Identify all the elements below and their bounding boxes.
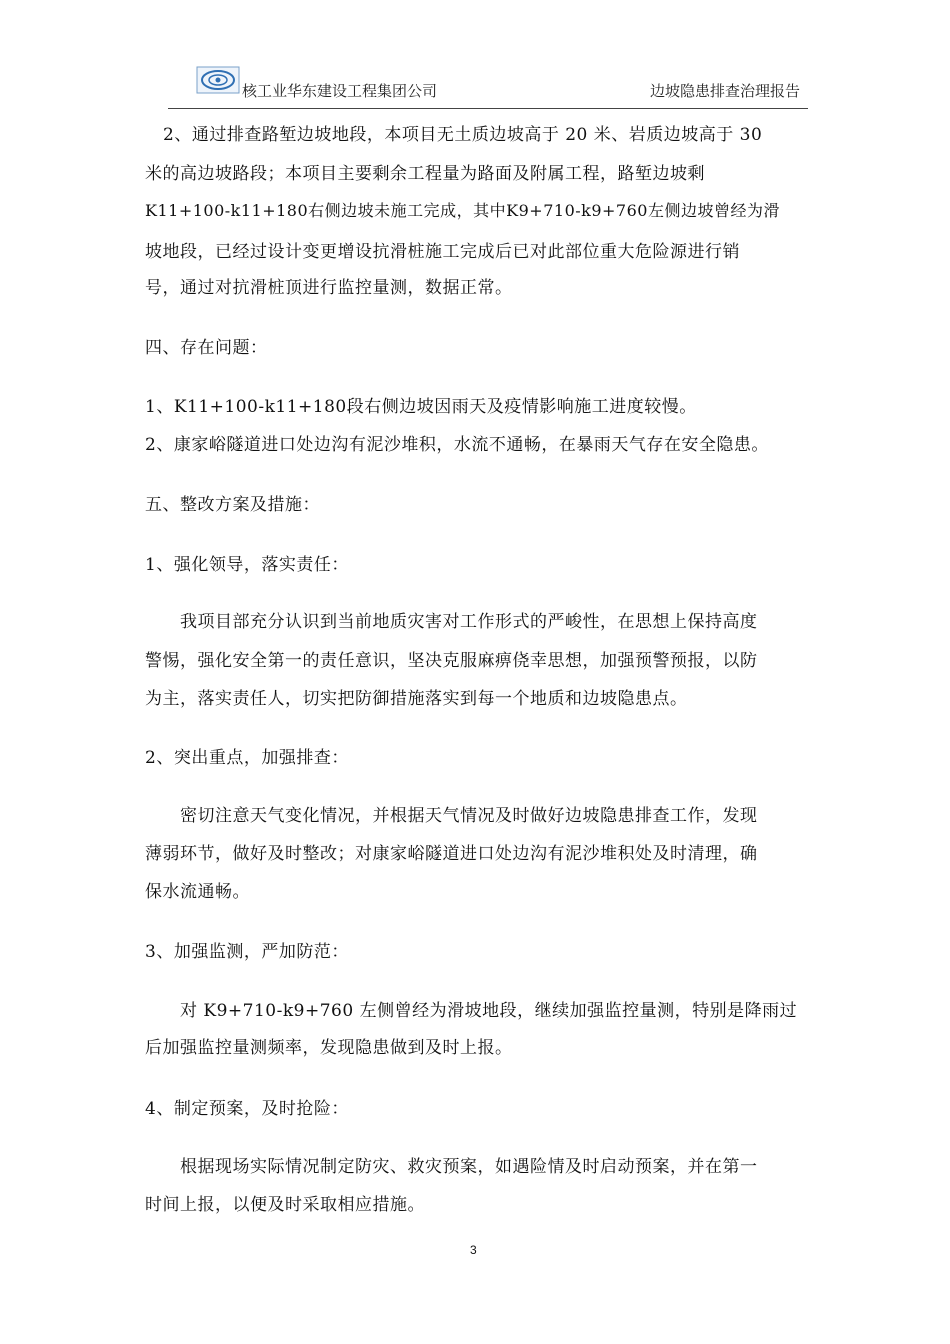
section-heading: 四、存在问题： [145,338,268,358]
paragraph-line: 时间上报，以便及时采取相应措施。 [145,1195,425,1215]
header-divider [168,108,808,109]
page-number: 3 [470,1243,477,1257]
paragraph-line: 我项目部充分认识到当前地质灾害对工作形式的严峻性，在思想上保持高度 [180,612,758,632]
section-heading: 五、整改方案及措施： [145,495,320,515]
report-title: 边坡隐患排查治理报告 [649,83,800,100]
paragraph-line: 保水流通畅。 [145,882,250,902]
paragraph-line: 坡地段，已经过设计变更增设抗滑桩施工完成后已对此部位重大危险源进行销 [145,242,740,262]
subsection-heading: 1、强化领导，落实责任： [145,555,349,575]
paragraph-line: 号，通过对抗滑桩顶进行监控量测，数据正常。 [145,278,513,298]
page-header [168,64,808,110]
paragraph-line: 薄弱环节，做好及时整改；对康家峪隧道进口处边沟有泥沙堆积处及时清理，确 [145,844,758,864]
company-name: 核工业华东建设工程集团公司 [242,83,438,100]
paragraph-line: K11+100-k11+180右侧边坡未施工完成，其中K9+710-k9+760左侧边坡曾经为滑 [145,201,780,220]
paragraph-line: 警惕，强化安全第一的责任意识，坚决克服麻痹侥幸思想，加强预警预报，以防 [145,651,758,671]
subsection-heading: 2、突出重点，加强排查： [145,748,349,768]
list-item: 2、康家峪隧道进口处边沟有泥沙堆积，水流不通畅，在暴雨天气存在安全隐患。 [145,435,769,455]
paragraph-line: 2、通过排查路堑边坡地段，本项目无土质边坡高于 20 米、岩质边坡高于 30 [163,125,763,145]
subsection-heading: 3、加强监测，严加防范： [145,942,349,962]
paragraph-line: 为主，落实责任人，切实把防御措施落实到每一个地质和边坡隐患点。 [145,689,688,709]
paragraph-line: 密切注意天气变化情况，并根据天气情况及时做好边坡隐患排查工作，发现 [180,806,758,826]
subsection-heading: 4、制定预案，及时抢险： [145,1099,349,1119]
paragraph-line: 后加强监控量测频率，发现隐患做到及时上报。 [145,1038,513,1058]
paragraph-line: 米的高边坡路段；本项目主要剩余工程量为路面及附属工程，路堑边坡剩 [145,164,705,184]
company-logo-icon [196,66,240,94]
list-item: 1、K11+100-k11+180段右侧边坡因雨天及疫情影响施工进度较慢。 [145,397,697,417]
paragraph-line: 对 K9+710-k9+760 左侧曾经为滑坡地段，继续加强监控量测，特别是降雨过 [180,1001,798,1021]
paragraph-line: 根据现场实际情况制定防灾、救灾预案，如遇险情及时启动预案，并在第一 [180,1157,758,1177]
